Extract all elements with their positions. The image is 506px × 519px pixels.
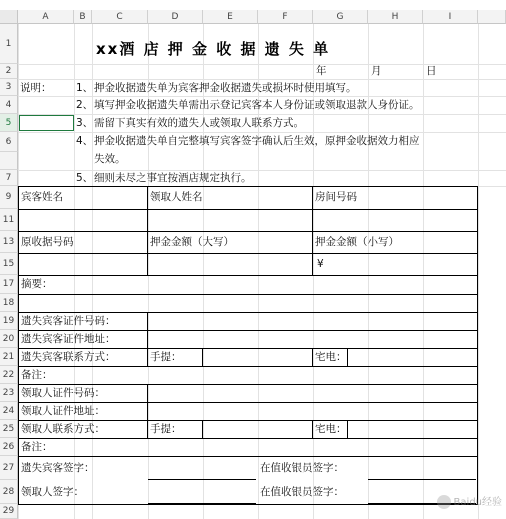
- cashier-sign-label: 在值收银员签字：: [260, 486, 344, 498]
- select-all-corner[interactable]: [0, 10, 18, 24]
- form-border: [147, 312, 148, 366]
- note-number: 3、: [76, 117, 94, 129]
- notes-label: 说明：: [20, 82, 52, 94]
- form-border: [312, 348, 313, 366]
- receiver-sign-label: 领取人签字：: [21, 486, 84, 498]
- form-border: [18, 186, 478, 187]
- row-header[interactable]: 27: [0, 456, 18, 480]
- row-header[interactable]: 3: [0, 79, 18, 96]
- amount-lower-label: 押金金额（小写）: [315, 236, 399, 248]
- grid-line: [0, 79, 506, 80]
- row-header[interactable]: [0, 152, 18, 170]
- amount-upper-label: 押金金额（大写）: [150, 236, 234, 248]
- receiver-id-addr-label: 领取人证件地址：: [21, 405, 105, 417]
- active-cell[interactable]: [19, 115, 74, 131]
- mobile-label: 手提：: [150, 423, 182, 435]
- row-header[interactable]: 13: [0, 231, 18, 253]
- receiver-id-no-label: 领取人证件号码：: [21, 387, 105, 399]
- form-border: [18, 253, 478, 254]
- receiver-contact-label: 领取人联系方式：: [21, 423, 105, 435]
- row-header[interactable]: 4: [0, 96, 18, 114]
- note-text: 填写押金收据遗失单需出示登记宾客本人身份证或领取退款人身份证。: [94, 99, 420, 111]
- column-header[interactable]: H: [368, 10, 423, 24]
- column-header[interactable]: C: [92, 10, 148, 24]
- note-number: 2、: [76, 99, 94, 111]
- row-header[interactable]: 21: [0, 348, 18, 366]
- form-border: [18, 402, 478, 403]
- row-header[interactable]: 26: [0, 438, 18, 456]
- grid-line: [0, 114, 506, 115]
- note-text: 押金收据遗失单为宾客押金收据遗失或损坏时使用填写。: [94, 82, 357, 94]
- grid-line: [0, 96, 506, 97]
- form-border: [18, 384, 478, 385]
- note-number: 1、: [76, 82, 94, 94]
- signature-line: [148, 503, 256, 504]
- row-header[interactable]: 17: [0, 275, 18, 294]
- mobile-label: 手提：: [150, 351, 182, 363]
- form-border: [312, 420, 313, 438]
- row-header[interactable]: 2: [0, 64, 18, 79]
- note-text: 需留下真实有效的遗失人或领取人联系方式。: [94, 117, 304, 129]
- grid-line: [0, 132, 506, 133]
- row-header[interactable]: 5: [0, 114, 18, 132]
- row-header[interactable]: 19: [0, 312, 18, 330]
- row-header[interactable]: 7: [0, 170, 18, 186]
- date-day: 日: [426, 65, 437, 77]
- date-month: 月: [371, 65, 382, 77]
- note-text: 细则未尽之事宜按酒店规定执行。: [94, 172, 252, 184]
- yen-symbol: ¥: [317, 258, 324, 270]
- form-border: [347, 348, 348, 366]
- form-border: [202, 348, 203, 366]
- row-header[interactable]: 11: [0, 209, 18, 231]
- row-header[interactable]: 18: [0, 294, 18, 312]
- grid-line: [368, 10, 369, 519]
- row-header[interactable]: 23: [0, 384, 18, 402]
- receiver-name-label: 领取人姓名: [150, 191, 203, 203]
- grid-line: [74, 10, 75, 519]
- column-header[interactable]: I: [423, 10, 478, 24]
- cashier-sign-label: 在值收银员签字：: [260, 462, 344, 474]
- column-header[interactable]: [478, 10, 506, 24]
- grid-line: [0, 170, 506, 171]
- lost-contact-label: 遗失宾客联系方式：: [21, 351, 116, 363]
- column-header[interactable]: A: [18, 10, 74, 24]
- note-number: 5、: [76, 172, 94, 184]
- form-border: [18, 275, 478, 276]
- form-border: [18, 294, 478, 295]
- form-border: [18, 312, 478, 313]
- form-border: [18, 209, 478, 210]
- form-border: [18, 348, 478, 349]
- form-border: [347, 420, 348, 438]
- row-header[interactable]: 20: [0, 330, 18, 348]
- form-border: [147, 186, 148, 275]
- form-border: [18, 330, 478, 331]
- form-title: xx酒 店 押 金 收 据 遗 失 单: [96, 40, 331, 58]
- lost-id-no-label: 遗失宾客证件号码：: [21, 315, 116, 327]
- column-header[interactable]: G: [313, 10, 368, 24]
- form-border: [18, 420, 478, 421]
- row-header[interactable]: 28: [0, 480, 18, 504]
- row-header[interactable]: 15: [0, 253, 18, 275]
- lost-guest-sign-label: 遗失宾客签字：: [21, 462, 95, 474]
- form-border: [202, 420, 203, 438]
- grid-line: [423, 10, 424, 519]
- watermark-text: Baidu经验: [453, 497, 502, 508]
- lost-id-addr-label: 遗失宾客证件地址：: [21, 333, 116, 345]
- remark-label: 备注：: [21, 441, 53, 453]
- row-header[interactable]: 25: [0, 420, 18, 438]
- column-header[interactable]: F: [258, 10, 313, 24]
- form-border: [147, 384, 148, 438]
- guest-name-label: 宾客姓名: [21, 191, 63, 203]
- home-phone-label: 宅电：: [315, 423, 347, 435]
- form-border: [18, 366, 478, 367]
- form-border: [18, 231, 478, 232]
- note-number: 4、: [76, 135, 94, 147]
- column-header[interactable]: D: [148, 10, 203, 24]
- room-no-label: 房间号码: [315, 191, 357, 203]
- column-header[interactable]: B: [74, 10, 92, 24]
- note-text: 失效。: [94, 153, 126, 165]
- form-border: [18, 456, 478, 457]
- signature-line: [148, 479, 256, 480]
- remark-label: 备注：: [21, 369, 53, 381]
- column-header[interactable]: E: [203, 10, 258, 24]
- receipt-no-label: 原收据号码: [21, 236, 74, 248]
- note-text: 押金收据遗失单自完整填写宾客签字确认后生效，原押金收据效力相应: [94, 135, 420, 147]
- form-border: [18, 438, 478, 439]
- row-header[interactable]: 29: [0, 504, 18, 519]
- signature-line: [368, 479, 476, 480]
- row-header[interactable]: 9: [0, 186, 18, 209]
- row-header[interactable]: 22: [0, 366, 18, 384]
- form-border: [312, 186, 313, 275]
- row-header[interactable]: 1: [0, 24, 18, 64]
- form-border: [18, 504, 478, 505]
- grid-line: [478, 10, 479, 519]
- watermark: [437, 493, 502, 509]
- summary-label: 摘要：: [21, 278, 53, 290]
- home-phone-label: 宅电：: [315, 351, 347, 363]
- paw-icon: [437, 495, 451, 509]
- row-header[interactable]: 6: [0, 132, 18, 152]
- date-year: 年: [316, 65, 327, 77]
- row-header[interactable]: 24: [0, 402, 18, 420]
